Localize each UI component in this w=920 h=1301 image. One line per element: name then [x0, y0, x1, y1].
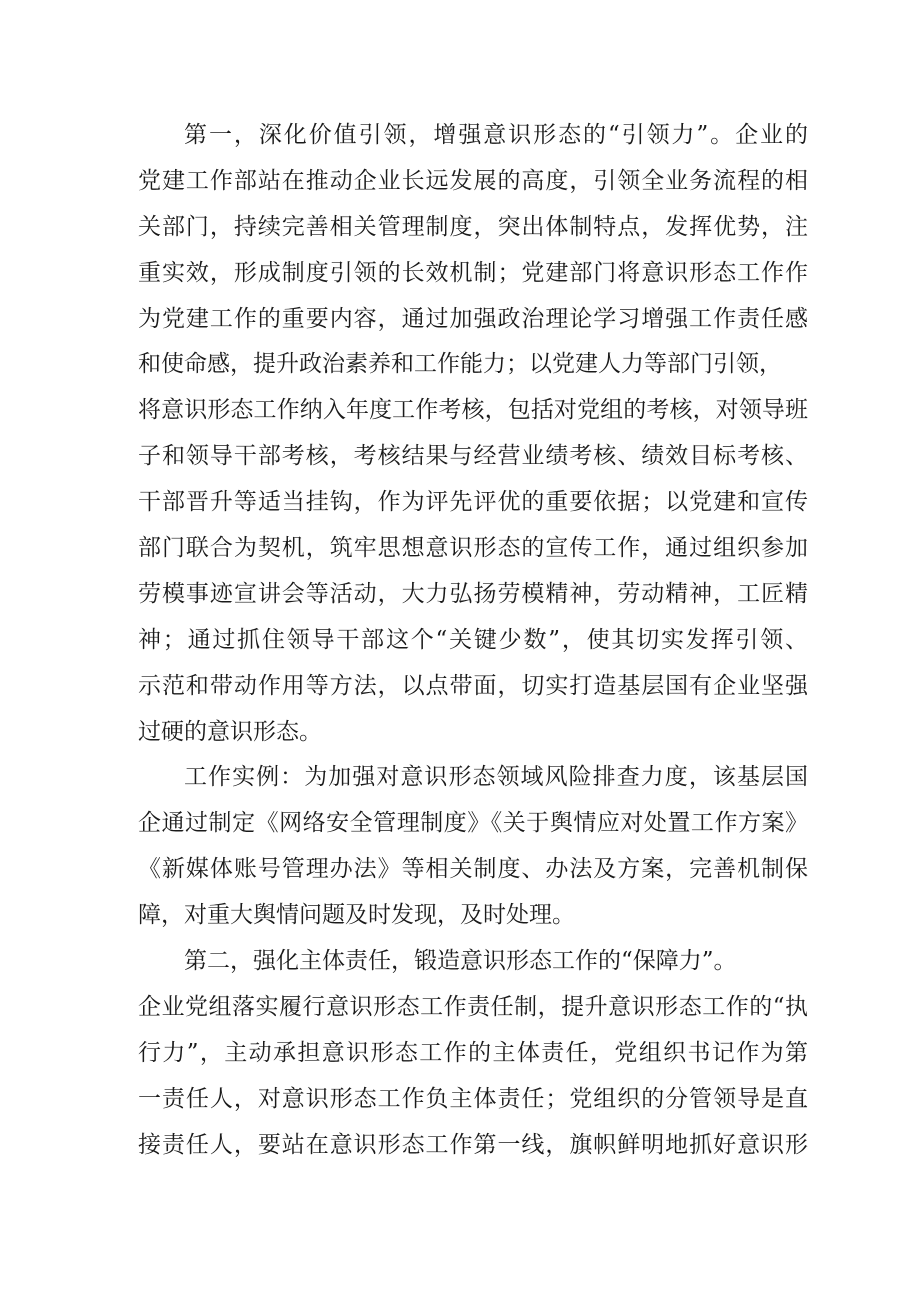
document-body [138, 113, 808, 1168]
text-line: 过硬的意识形态。 [138, 718, 322, 745]
text-line: 第二，强化主体责任，锻造意识形态工作的“保障力”。 [184, 948, 737, 975]
text-line: 部门联合为契机，筑牢思想意识形态的宣传工作，通过组织参加 [138, 535, 808, 562]
text-line: 接责任人，要站在意识形态工作第一线，旗帜鲜明地抓好意识形 [138, 1131, 808, 1158]
text-line: 第一，深化价值引领，增强意识形态的“引领力”。企业的 [184, 122, 808, 148]
text-line: 行力”，主动承担意识形态工作的主体责任，党组织书记作为第 [138, 1039, 808, 1066]
paragraph-2 [138, 755, 808, 939]
text-line: 障，对重大舆情问题及时发现，及时处理。 [138, 902, 575, 929]
text-line: 示范和带动作用等方法，以点带面，切实打造基层国有企业坚强 [138, 672, 808, 699]
text-line: 将意识形态工作纳入年度工作考核，包括对党组的考核，对领导班 [138, 397, 808, 424]
text-line: 党建工作部站在推动企业长远发展的高度，引领全业务流程的相 [138, 167, 808, 194]
text-line: 干部晋升等适当挂钩，作为评先评优的重要依据；以党建和宣传 [138, 489, 808, 516]
text-line: 工作实例：为加强对意识形态领域风险排查力度，该基层国 [184, 764, 808, 791]
text-line: 企通过制定《网络安全管理制度》《关于舆情应对处置工作方案》 [138, 810, 808, 837]
paragraph-1 [138, 113, 808, 755]
text-line: 企业党组落实履行意识形态工作责任制，提升意识形态工作的“执 [138, 993, 808, 1020]
text-line: 子和领导干部考核，考核结果与经营业绩考核、绩效目标考核、 [138, 443, 808, 470]
text-line: 神；通过抓住领导干部这个“关键少数”，使其切实发挥引领、 [138, 626, 808, 653]
text-line: 为党建工作的重要内容，通过加强政治理论学习增强工作责任感 [138, 305, 808, 332]
text-line: 劳模事迹宣讲会等活动，大力弘扬劳模精神，劳动精神，工匠精 [138, 580, 808, 607]
text-line: 关部门，持续完善相关管理制度，突出体制特点，发挥优势，注 [138, 213, 808, 240]
text-line: 《新媒体账号管理办法》等相关制度、办法及方案，完善机制保 [138, 856, 808, 883]
text-line: 一责任人，对意识形态工作负主体责任；党组织的分管领导是直 [138, 1085, 808, 1112]
text-line: 重实效，形成制度引领的长效机制；党建部门将意识形态工作作 [138, 259, 808, 286]
paragraph-3 [138, 939, 808, 1168]
text-line: 和使命感，提升政治素养和工作能力；以党建人力等部门引领， [138, 351, 782, 378]
